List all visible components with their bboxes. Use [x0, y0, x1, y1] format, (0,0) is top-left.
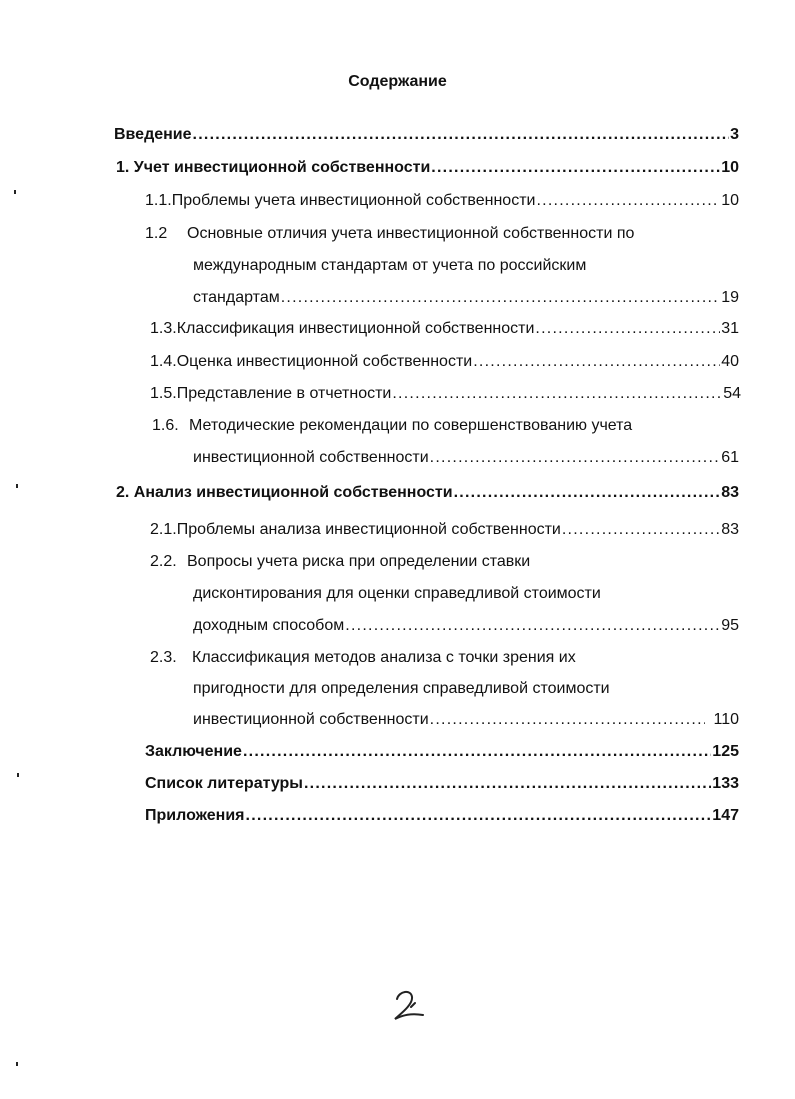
leader-dots — [345, 616, 720, 636]
toc-page-number: 10 — [721, 192, 739, 209]
toc-label: Проблемы анализа инвестиционной собственности — [176, 521, 561, 538]
handwritten-page-number — [385, 985, 435, 1025]
toc-page-number: 10 — [721, 159, 739, 176]
toc-label: Проблемы учета инвестиционной собственности — [171, 192, 536, 209]
leader-dots — [535, 319, 720, 339]
toc-number: 1.2 — [145, 225, 168, 242]
toc-page-number: 31 — [721, 320, 739, 337]
toc-page-number: 83 — [721, 484, 739, 501]
toc-entry-1-5[interactable] — [150, 384, 741, 404]
leader-dots — [304, 774, 711, 794]
toc-label: Классификация методов анализа с точки зрения их — [192, 649, 576, 666]
toc-label: Вопросы учета риска при определении ставки — [187, 553, 531, 570]
toc-entry-1-2-line1[interactable] — [145, 224, 634, 244]
scan-speck — [16, 1062, 18, 1066]
toc-label: Методические рекомендации по совершенствованию учета — [189, 417, 633, 434]
toc-label: инвестиционной собственности — [193, 711, 429, 728]
leader-dots — [392, 384, 722, 404]
toc-entry-intro[interactable] — [114, 125, 739, 145]
toc-entry-conclusion[interactable] — [145, 742, 739, 762]
toc-page-number: 40 — [721, 353, 739, 370]
leader-dots — [454, 483, 721, 503]
toc-entry-references[interactable] — [145, 774, 739, 794]
leader-dots — [473, 352, 720, 372]
leader-dots — [246, 806, 712, 826]
toc-entry-1-4[interactable] — [150, 352, 739, 372]
toc-page-number: 125 — [712, 743, 739, 760]
toc-entry-2-3-line1[interactable] — [150, 648, 576, 668]
toc-entry-2-2-line1[interactable] — [150, 552, 530, 572]
toc-page-number: 133 — [712, 775, 739, 792]
toc-entry-2-1[interactable] — [150, 520, 739, 540]
toc-entry-1-2-line3[interactable] — [193, 288, 739, 308]
scan-speck — [14, 190, 16, 194]
page-title: Содержание — [348, 73, 447, 90]
toc-entry-chapter-2[interactable] — [116, 483, 739, 503]
toc-label: доходным способом — [193, 617, 345, 634]
toc-entry-1-6-line1[interactable] — [152, 416, 632, 436]
toc-number: 1.1. — [145, 192, 172, 209]
toc-entry-2-2-line3[interactable] — [193, 616, 739, 636]
toc-label: Список литературы — [145, 775, 303, 792]
toc-label: Представление в отчетности — [176, 385, 392, 402]
toc-entry-1-6-line2[interactable] — [193, 448, 739, 468]
toc-number: 1.3. — [150, 320, 177, 337]
toc-page-number: 54 — [723, 385, 741, 402]
toc-entry-appendix[interactable] — [145, 806, 739, 826]
toc-entry-2-3-line3[interactable] — [193, 710, 739, 730]
leader-dots — [193, 125, 730, 145]
leader-dots — [431, 158, 720, 178]
toc-label: 2. Анализ инвестиционной собственности — [116, 484, 453, 501]
toc-label: Оценка инвестиционной собственности — [176, 353, 473, 370]
leader-dots — [281, 288, 720, 308]
toc-entry-2-3-line2: пригодности для определения справедливой стоимости — [193, 680, 610, 697]
toc-page-number: 3 — [730, 126, 739, 143]
scan-speck — [16, 484, 18, 488]
toc-number: 2.1. — [150, 521, 177, 538]
toc-number: 2.2. — [150, 553, 177, 570]
toc-label: Классификация инвестиционной собственности — [176, 320, 535, 337]
toc-label: Заключение — [145, 743, 242, 760]
toc-number: 2.3. — [150, 649, 177, 666]
leader-dots — [430, 710, 706, 730]
toc-label: Приложения — [145, 807, 245, 824]
toc-page-number: 61 — [721, 449, 739, 466]
toc-page-number: 110 — [713, 711, 739, 728]
leader-dots — [430, 448, 721, 468]
toc-label: инвестиционной собственности — [193, 449, 429, 466]
toc-page-number: 19 — [721, 289, 739, 306]
toc-label: Основные отличия учета инвестиционной собственности по — [187, 225, 635, 242]
toc-entry-chapter-1[interactable] — [116, 158, 739, 178]
toc-page-number: 95 — [721, 617, 739, 634]
toc-entry-1-3[interactable] — [150, 319, 739, 339]
toc-number: 1.6. — [152, 417, 179, 434]
leader-dots — [536, 191, 720, 211]
toc-number: 1.5. — [150, 385, 177, 402]
leader-dots — [243, 742, 711, 762]
toc-entry-1-1[interactable] — [145, 191, 739, 211]
toc-label: стандартам — [193, 289, 280, 306]
scan-speck — [17, 773, 19, 777]
toc-entry-1-2-line2: международным стандартам от учета по российским — [193, 257, 587, 274]
toc-label: Введение — [114, 126, 192, 143]
leader-dots — [562, 520, 720, 540]
toc-label: 1. Учет инвестиционной собственности — [116, 159, 431, 176]
toc-page-number: 83 — [721, 521, 739, 538]
toc-number: 1.4. — [150, 353, 177, 370]
toc-entry-2-2-line2: дисконтирования для оценки справедливой стоимости — [193, 585, 601, 602]
toc-page-number: 147 — [712, 807, 739, 824]
